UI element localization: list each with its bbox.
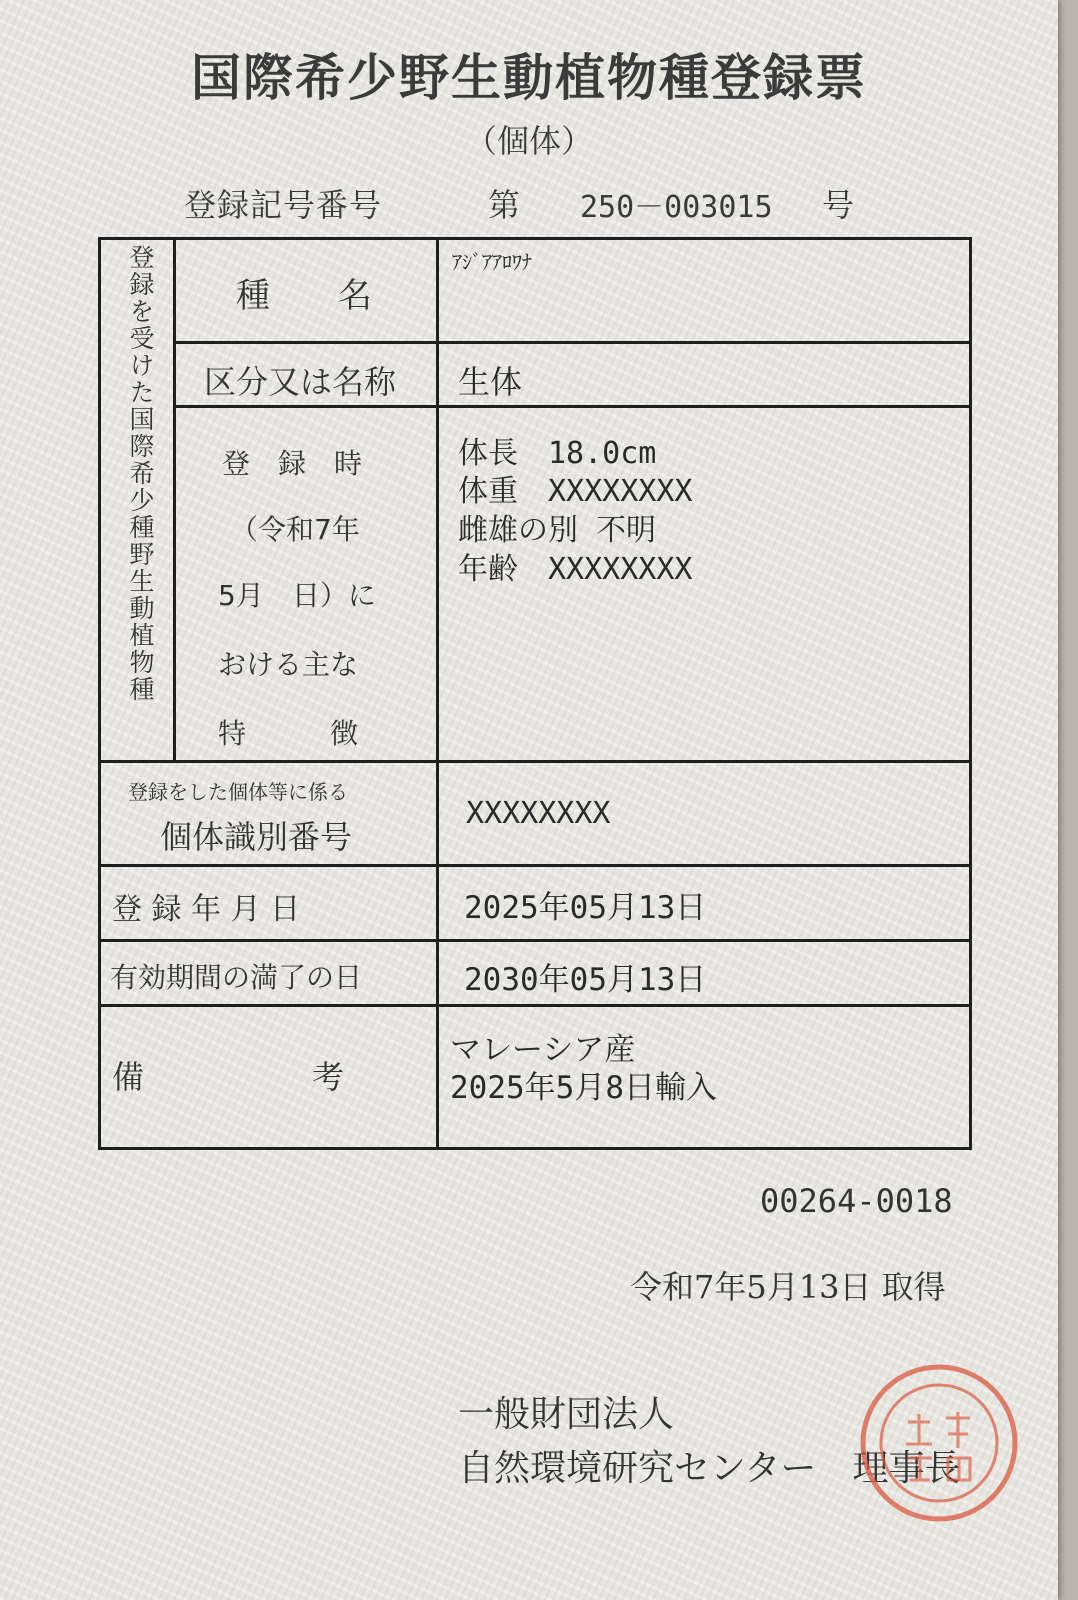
species-name-value: ｱｼﾞｱｱﾛﾜﾅ xyxy=(452,250,532,274)
issuer-organization-type: 一般財団法人 xyxy=(458,1394,675,1435)
registration-number-value: 250－003015 xyxy=(580,190,773,225)
official-seal-stamp xyxy=(858,1362,1020,1524)
features-label-line: おける主な xyxy=(218,648,359,681)
species-name-label: 種 名 xyxy=(236,276,372,316)
features-value-line: 体重 XXXXXXXX xyxy=(458,474,693,509)
features-label-line: 5月 日）に xyxy=(218,579,376,612)
expiry-date-label: 有効期間の満了の日 xyxy=(110,961,363,994)
features-label-line: 登 録 時 xyxy=(222,447,363,480)
category-value: 生体 xyxy=(458,363,523,401)
features-value-line: 年齢 XXXXXXXX xyxy=(458,552,693,587)
certificate-title: 国際希少野生動植物種登録票 xyxy=(191,48,867,107)
registration-number-prefix: 第 xyxy=(488,186,521,224)
features-label-line: 特 徴 xyxy=(218,717,359,750)
expiry-date-value: 2030年05月13日 xyxy=(464,962,707,998)
features-value-line: 雌雄の別 不明 xyxy=(458,513,657,548)
individual-id-label-small: 登録をした個体等に係る xyxy=(128,780,348,804)
registration-date-label: 登 録 年 月 日 xyxy=(112,892,301,927)
features-label-line: （令和7年 xyxy=(230,513,360,546)
registration-number-suffix: 号 xyxy=(822,186,855,224)
remarks-value-line: 2025年5月8日輸入 xyxy=(450,1070,717,1106)
remarks-value-line: マレーシア産 xyxy=(450,1032,636,1068)
individual-id-label: 個体識別番号 xyxy=(160,818,353,856)
remarks-label-right: 考 xyxy=(312,1058,345,1096)
features-value-line: 体長 18.0cm xyxy=(458,436,657,471)
issuer-organization-name: 自然環境研究センター 理事長 xyxy=(458,1448,961,1489)
individual-id-value: XXXXXXXX xyxy=(466,796,611,831)
category-label: 区分又は名称 xyxy=(204,363,397,401)
certificate-subtitle: （個体） xyxy=(464,122,593,160)
registration-number-label: 登録記号番号 xyxy=(184,186,383,224)
registered-species-side-label: 登録を受けた国際希少種野生動植物種 xyxy=(126,244,155,703)
document-code: 00264-0018 xyxy=(760,1182,953,1220)
remarks-label-left: 備 xyxy=(112,1058,145,1096)
acquisition-date: 令和7年5月13日 取得 xyxy=(630,1268,946,1306)
registration-date-value: 2025年05月13日 xyxy=(464,890,707,926)
